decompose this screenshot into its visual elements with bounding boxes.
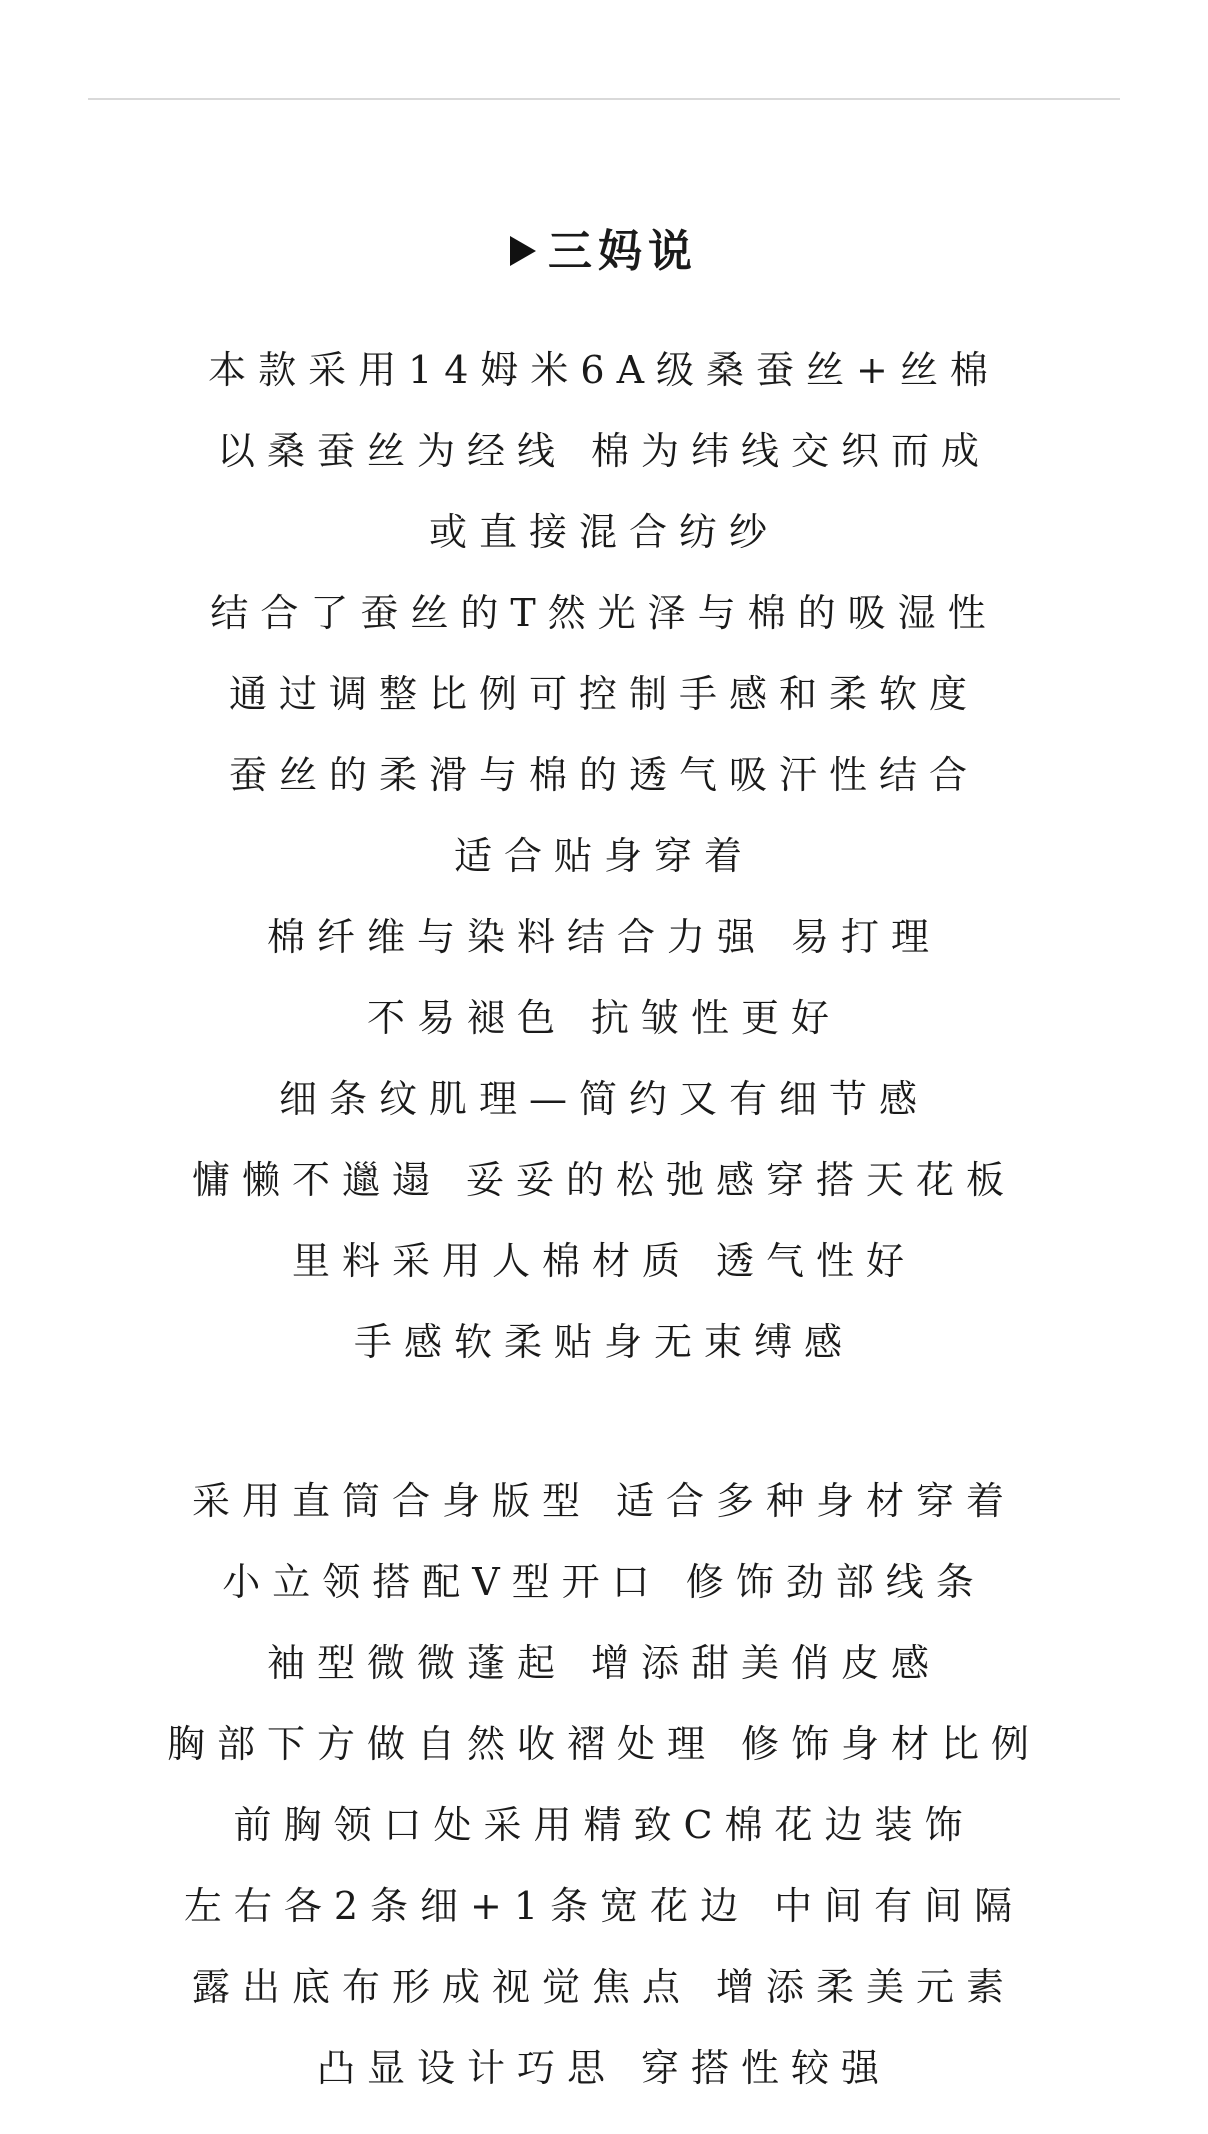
description-paragraph-2 (0, 1461, 1208, 2109)
text-line: 采用直筒合身版型 适合多种身材穿着 (191, 1479, 1017, 1523)
text-line: 通过调整比例可控制手感和柔软度 (228, 672, 979, 716)
text-line: 前胸领口处采用精致C棉花边装饰 (233, 1803, 975, 1847)
text-line: 手感软柔贴身无束缚感 (353, 1320, 854, 1364)
text-line: 左右各2条细+1条宽花边 中间有间隔 (183, 1884, 1025, 1928)
text-line: 或直接混合纺纱 (428, 510, 779, 554)
top-divider (88, 98, 1120, 100)
text-line: 蚕丝的柔滑与棉的透气吸汗性结合 (228, 753, 979, 797)
text-line: 里料采用人棉材质 透气性好 (291, 1239, 917, 1283)
section-heading-text: 三妈说 (548, 226, 698, 277)
text-line: 不易褪色 抗皱性更好 (366, 996, 842, 1040)
text-line: 以桑蚕丝为经线 棉为纬线交织而成 (216, 429, 992, 473)
text-line: 露出底布形成视觉焦点 增添柔美元素 (191, 1965, 1017, 2009)
text-line: 凸显设计巧思 穿搭性较强 (316, 2046, 892, 2090)
text-line: 细条纹肌理—简约又有细节感 (278, 1077, 929, 1121)
text-line: 棉纤维与染料结合力强 易打理 (266, 915, 942, 959)
text-line: 袖型微微蓬起 增添甜美俏皮感 (266, 1641, 942, 1685)
text-line: 胸部下方做自然收褶处理 修饰身材比例 (166, 1722, 1042, 1766)
text-line: 适合贴身穿着 (453, 834, 754, 878)
text-line: 慵懒不邋遢 妥妥的松弛感穿搭天花板 (191, 1158, 1017, 1202)
text-line: 结合了蚕丝的T然光泽与棉的吸湿性 (210, 591, 998, 635)
text-line: 小立领搭配V型开口 修饰劲部线条 (222, 1560, 986, 1604)
play-triangle-icon (510, 236, 536, 266)
text-line: 本款采用14姆米6A级桑蚕丝+丝棉 (208, 348, 1000, 392)
section-heading (0, 222, 1208, 282)
description-paragraph-1 (0, 330, 1208, 1383)
